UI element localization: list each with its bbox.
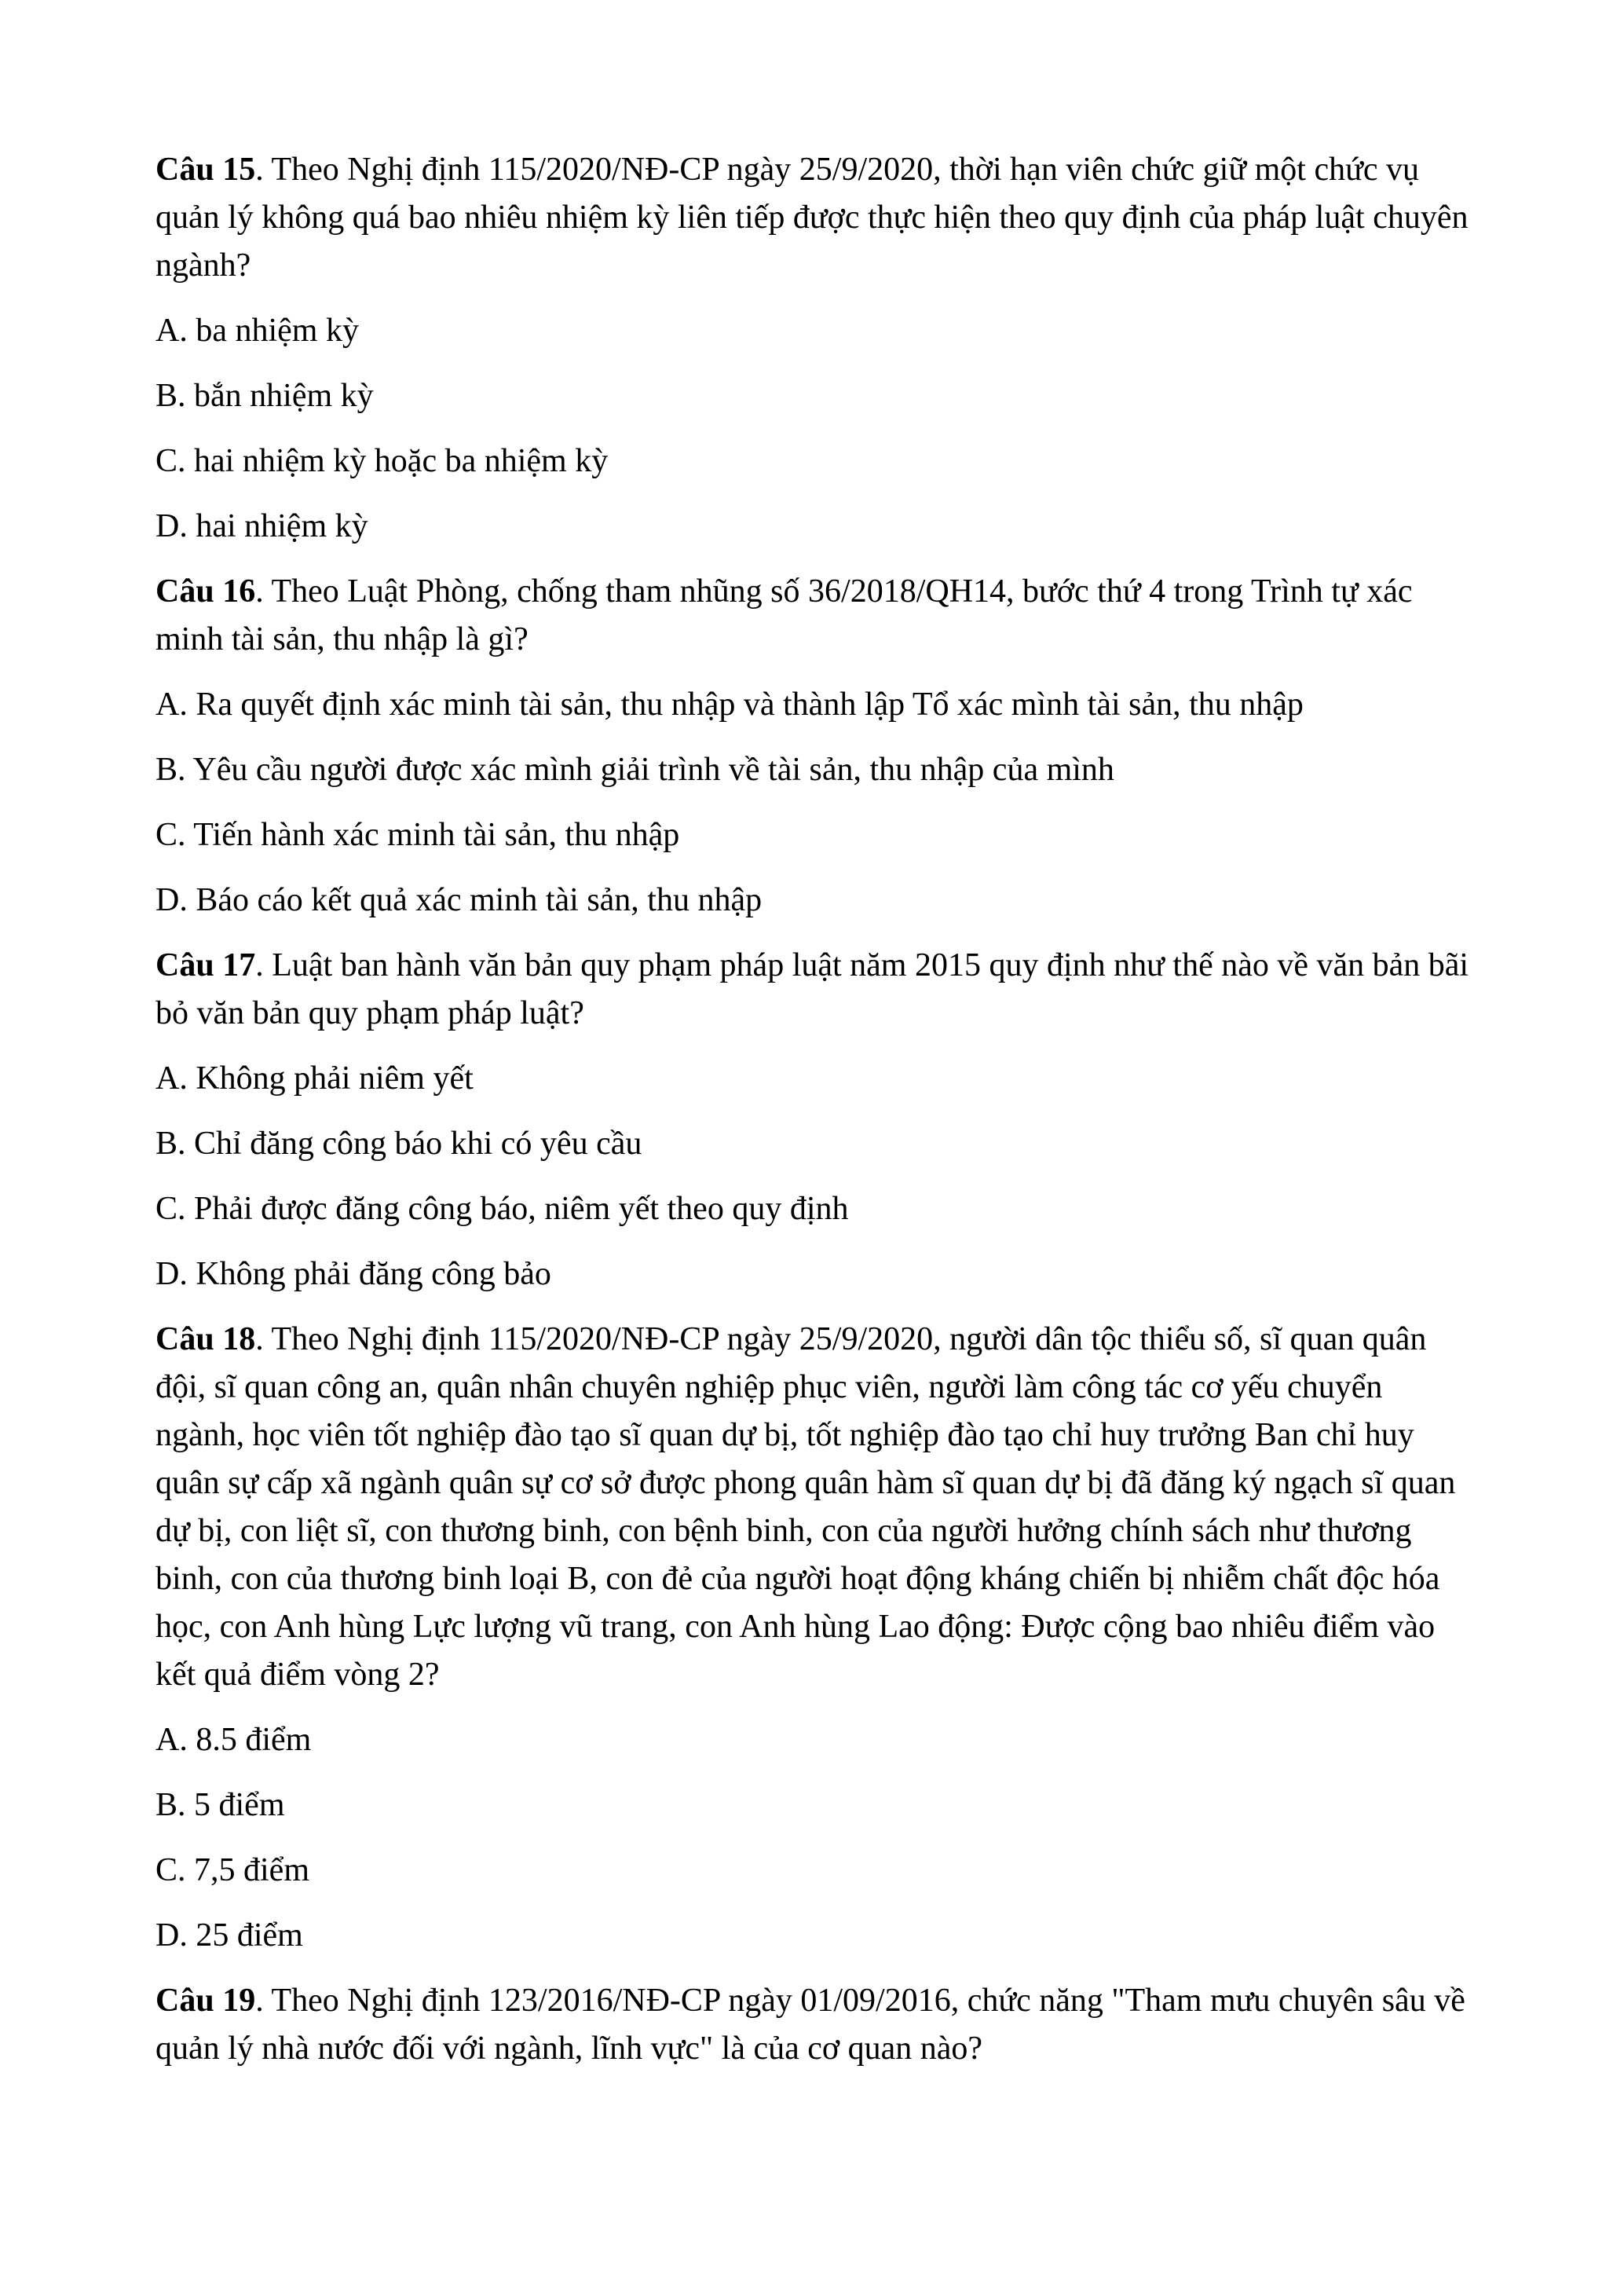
- question-15-stem: . Theo Nghị định 115/2020/NĐ-CP ngày 25/9/2020, thời hạn viên chức giữ một chức vụ quản lý không quá bao nhiêu nhiệm kỳ liên tiếp được thực hiện theo quy định của pháp luật chuyên ngành?: [155, 152, 1469, 284]
- question-15-option-a: A. ba nhiệm kỳ: [155, 313, 359, 349]
- question-15-label: Câu 15: [155, 152, 256, 188]
- question-15-block: [155, 146, 1476, 551]
- question-15-text: [155, 146, 1476, 290]
- question-16-option-d: D. Báo cáo kết quả xác minh tài sản, thu nhập: [155, 882, 763, 918]
- question-17-option-c: C. Phải được đăng công báo, niêm yết theo quy định: [155, 1191, 849, 1227]
- question-15-option-c: C. hai nhiệm kỳ hoặc ba nhiệm kỳ: [155, 443, 609, 479]
- question-19-text: [155, 1977, 1476, 2073]
- question-18-stem: . Theo Nghị định 115/2020/NĐ-CP ngày 25/9/2020, người dân tộc thiểu số, sĩ quan quân đội, sĩ quan công an, quân nhân chuyên nghiệp phục viên, người làm công tác cơ yếu chuyển ngành, học viên tốt nghiệp đào tạo sĩ quan dự bị, tốt nghiệp đào tạo chỉ huy trưởng Ban chỉ huy quân sự cấp xã ngành quân sự cơ sở được phong quân hàm sĩ quan dự bị đã đăng ký ngạch sĩ quan dự bị, con liệt sĩ, con thương binh, con bệnh binh, con của người hưởng chính sách như thương binh, con của thương binh loại B, con đẻ của người hoạt động kháng chiến bị nhiễm chất độc hóa học, con Anh hùng Lực lượng vũ trang, con Anh hùng Lao động: Được cộng bao nhiêu điểm vào kết quả điểm vòng 2?: [155, 1321, 1456, 1693]
- question-18-option-a: A. 8.5 điểm: [155, 1722, 312, 1758]
- question-18-block: [155, 1316, 1476, 1960]
- question-18-option-d: D. 25 điểm: [155, 1917, 303, 1954]
- question-16-block: [155, 568, 1476, 925]
- question-18-label: Câu 18: [155, 1321, 256, 1357]
- question-16-option-c: C. Tiến hành xác minh tài sản, thu nhập: [155, 817, 680, 853]
- question-17-option-d: D. Không phải đăng công bảo: [155, 1256, 551, 1292]
- question-16-stem: . Theo Luật Phòng, chống tham nhũng số 36/2018/QH14, bước thứ 4 trong Trình tự xác minh tài sản, thu nhập là gì?: [155, 573, 1413, 657]
- question-19-stem: . Theo Nghị định 123/2016/NĐ-CP ngày 01/09/2016, chức năng "Tham mưu chuyên sâu về quản lý nhà nước đối với ngành, lĩnh vực" là của cơ quan nào?: [155, 1983, 1465, 2067]
- question-18-option-b: B. 5 điểm: [155, 1787, 285, 1823]
- question-17-block: [155, 942, 1476, 1298]
- question-16-label: Câu 16: [155, 573, 256, 610]
- question-16-text: [155, 568, 1476, 664]
- question-17-label: Câu 17: [155, 947, 256, 983]
- question-18-option-c: C. 7,5 điểm: [155, 1852, 309, 1888]
- question-16-option-a: A. Ra quyết định xác minh tài sản, thu nhập và thành lập Tổ xác mình tài sản, thu nhập: [155, 687, 1304, 723]
- question-17-stem: . Luật ban hành văn bản quy phạm pháp luật năm 2015 quy định như thế nào về văn bản bãi bỏ văn bản quy phạm pháp luật?: [155, 947, 1469, 1031]
- question-17-text: [155, 942, 1476, 1038]
- question-19-block: [155, 1977, 1476, 2073]
- question-17-option-a: A. Không phải niêm yết: [155, 1060, 474, 1097]
- exam-document-page: [155, 146, 1476, 2073]
- question-19-label: Câu 19: [155, 1983, 256, 2019]
- question-15-option-d: D. hai nhiệm kỳ: [155, 508, 368, 544]
- question-17-option-b: B. Chỉ đăng công báo khi có yêu cầu: [155, 1126, 642, 1162]
- question-15-option-b: B. bắn nhiệm kỳ: [155, 378, 374, 414]
- question-16-option-b: B. Yêu cầu người được xác mình giải trình về tài sản, thu nhập của mình: [155, 752, 1114, 788]
- question-18-text: [155, 1316, 1476, 1699]
